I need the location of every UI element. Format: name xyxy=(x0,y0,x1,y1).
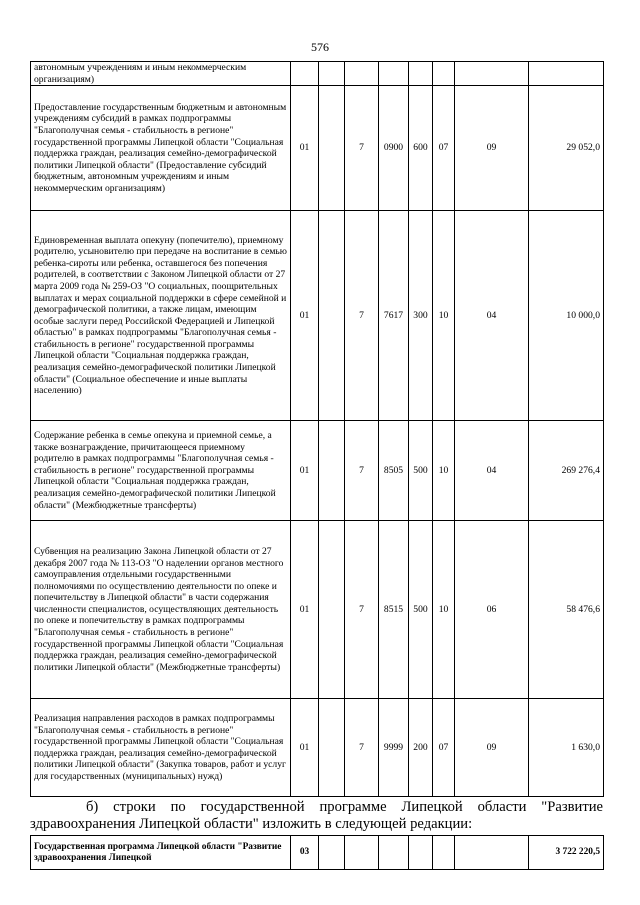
subsection-code-cell: 09 xyxy=(455,86,529,211)
amount-2015-cell xyxy=(529,62,604,86)
program-code-cell: 7 xyxy=(345,521,379,699)
subprogram-code-cell: 8505 xyxy=(379,421,409,521)
subprogram-code-cell: 7617 xyxy=(379,211,409,421)
section-code-cell: 10 xyxy=(433,211,455,421)
expense-type-code-cell: 500 xyxy=(409,521,433,699)
section-code-cell xyxy=(433,62,455,86)
row-description: Реализация направления расходов в рамках подпрограммы "Благополучная семья - стабильность в регионе" государственной программы Липецкой области "Социальная поддержка граждан, реализация семейно-демографической политики Липецкой области" (Закупка товаров, работ и услуг для государственных (муниципальных) нужд) xyxy=(31,699,291,797)
row-description: автономным учреждениям и иным некоммерческим организациям) xyxy=(31,62,291,86)
row-description: Единовременная выплата опекуну (попечителю), приемному родителю, усыновителю при передаче на воспитание в семью ребенка-сироты или ребенка, оставшегося без попечения родителей, в соответствии с Законом Липецкой области от 27 марта 2009 года № 259-ОЗ "О социальных, поощрительных выплатах и мерах социальной поддержки в сфере семейной и демографической политики, а также лицам, имеющим особые заслуги перед Российской Федерацией и Липецкой областью" в рамках подпрограммы "Благополучная семья - стабильность в регионе" государственной программы Липецкой области "Социальная поддержка граждан, реализация семейно-демографической политики Липецкой области" (Социальное обеспечение и иные выплаты населению) xyxy=(31,211,291,421)
subprogram-code-cell xyxy=(379,836,409,870)
ministry-code-cell: 01 xyxy=(291,86,319,211)
table-row xyxy=(31,521,604,699)
ministry-code-cell: 01 xyxy=(291,521,319,699)
program-code-cell xyxy=(345,836,379,870)
ministry-code-cell: 01 xyxy=(291,421,319,521)
table-row xyxy=(31,62,604,86)
ministry-code-cell: 03 xyxy=(291,836,319,870)
expense-type-code-cell: 300 xyxy=(409,211,433,421)
subsection-code-cell xyxy=(455,62,529,86)
budget-table xyxy=(30,61,604,797)
section-code-cell: 10 xyxy=(433,521,455,699)
program-code-cell xyxy=(345,62,379,86)
subprogram-code-cell xyxy=(379,62,409,86)
subsection-code-cell: 09 xyxy=(455,699,529,797)
empty-cell xyxy=(319,699,345,797)
amount-2015-cell: 3 722 220,5 xyxy=(529,836,604,870)
ministry-code-cell: 01 xyxy=(291,211,319,421)
expense-type-code-cell: 600 xyxy=(409,86,433,211)
empty-cell xyxy=(319,86,345,211)
program-code-cell: 7 xyxy=(345,421,379,521)
expense-type-code-cell: 500 xyxy=(409,421,433,521)
paragraph-line-2: здравоохранения Липецкой области" изложить в следующей редакции: xyxy=(30,815,473,832)
empty-cell xyxy=(319,421,345,521)
section-code-cell: 07 xyxy=(433,86,455,211)
subsection-code-cell: 04 xyxy=(455,211,529,421)
page-number: 576 xyxy=(311,40,329,54)
row-description: Субвенция на реализацию Закона Липецкой области от 27 декабря 2007 года № 113-ОЗ "О наделении органов местного самоуправления отдельными государственными полномочиями по осуществлению деятельности по опеке и попечительству в Липецкой области" в части содержания численности специалистов, осуществляющих деятельность по опеке и попечительству в рамках подпрограммы "Благополучная семья - стабильность в регионе" государственной программы Липецкой области "Социальная поддержка граждан, реализация семейно-демографической политики Липецкой области" (Межбюджетные трансферты) xyxy=(31,521,291,699)
subprogram-code-cell: 8515 xyxy=(379,521,409,699)
ministry-code-cell: 01 xyxy=(291,699,319,797)
expense-type-code-cell xyxy=(409,836,433,870)
table-row xyxy=(31,211,604,421)
section-code-cell: 10 xyxy=(433,421,455,521)
amount-2015-cell: 58 476,6 xyxy=(529,521,604,699)
empty-cell xyxy=(319,62,345,86)
section-code-cell xyxy=(433,836,455,870)
amount-2015-cell: 10 000,0 xyxy=(529,211,604,421)
row-description: Содержание ребенка в семье опекуна и приемной семье, а также вознаграждение, причитающееся приемному родителю в рамках подпрограммы "Благополучная семья - стабильность в регионе" государственной программы Липецкой области "Социальная поддержка граждан, реализация семейно-демографической политики Липецкой области" (Межбюджетные трансферты) xyxy=(31,421,291,521)
subprogram-code-cell: 9999 xyxy=(379,699,409,797)
expense-type-code-cell: 200 xyxy=(409,699,433,797)
empty-cell xyxy=(319,211,345,421)
program-code-cell: 7 xyxy=(345,211,379,421)
table-row xyxy=(31,86,604,211)
subsection-code-cell xyxy=(455,836,529,870)
amount-2015-cell: 269 276,4 xyxy=(529,421,604,521)
table-row xyxy=(31,699,604,797)
expense-type-code-cell xyxy=(409,62,433,86)
program-code-cell: 7 xyxy=(345,699,379,797)
program-code-cell: 7 xyxy=(345,86,379,211)
amendment-paragraph xyxy=(30,799,603,832)
subprogram-code-cell: 0900 xyxy=(379,86,409,211)
amount-2015-cell: 29 052,0 xyxy=(529,86,604,211)
amount-2015-cell: 1 630,0 xyxy=(529,699,604,797)
health-program-table xyxy=(30,835,604,870)
table-row xyxy=(31,421,604,521)
section-code-cell: 07 xyxy=(433,699,455,797)
empty-cell xyxy=(319,521,345,699)
paragraph-line-1: б) строки по государственной программе Липецкой области "Развитие xyxy=(86,799,603,815)
empty-cell xyxy=(319,836,345,870)
subsection-code-cell: 06 xyxy=(455,521,529,699)
row-description: Предоставление государственным бюджетным и автономным учреждениям субсидий в рамках подпрограммы "Благополучная семья - стабильность в регионе" государственной программы Липецкой области "Социальная поддержка граждан, реализация семейно-демографической политики Липецкой области" (Предоставление субсидий бюджетным, автономным учреждениям и иным некоммерческим организациям) xyxy=(31,86,291,211)
row-description: Государственная программа Липецкой области "Развитие здравоохранения Липецкой xyxy=(31,836,291,870)
ministry-code-cell xyxy=(291,62,319,86)
subsection-code-cell: 04 xyxy=(455,421,529,521)
health-program-row xyxy=(31,836,604,870)
